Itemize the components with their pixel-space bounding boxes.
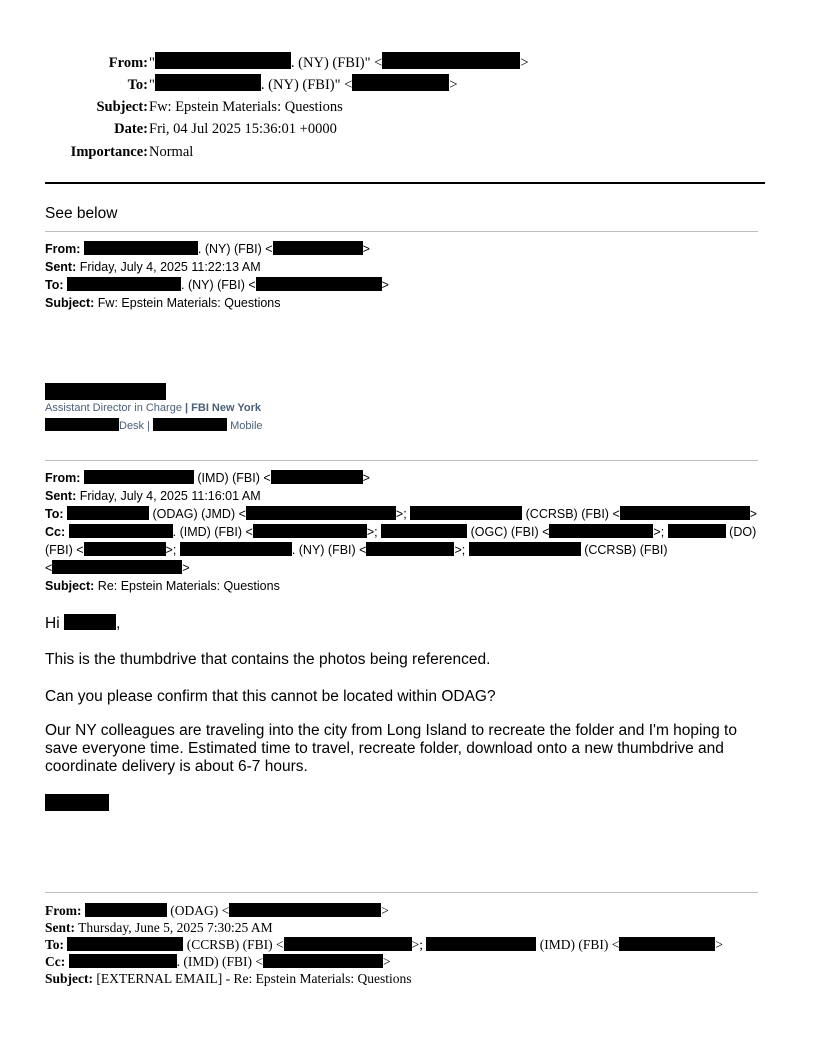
redaction [256,277,382,291]
fwd3-to: To: (CCRSB) (FBI) < >; (IMD) (FBI) < > [45,937,724,952]
redaction [271,470,363,484]
fwd3-from: From: (ODAG) < > [45,903,389,918]
to-value: " . (NY) (FBI)" < > [149,74,458,96]
redaction [64,614,116,630]
importance-value: Normal [149,144,194,160]
greeting: Hi , [45,615,121,632]
paragraph-3-line-1: Our NY colleagues are traveling into the city from Long Island to recreate the folder and I'm hoping to [45,722,737,739]
signature-phone-line: Desk | Mobile [45,418,263,432]
divider [45,892,758,893]
redaction [180,542,292,556]
fwd1-to: To: . (NY) (FBI) < > [45,278,389,292]
redaction [469,542,581,556]
fwd3-subject: Subject: [EXTERNAL EMAIL] - Re: Epstein Materials: Questions [45,971,412,986]
redaction [67,506,149,520]
redaction [155,74,261,91]
header-divider [45,182,765,184]
redaction [273,241,363,255]
fwd2-from: From: (IMD) (FBI) < > [45,471,370,485]
fwd3-cc: Cc: . (IMD) (FBI) < > [45,954,391,969]
redaction [67,937,183,951]
fwd3-sent: Sent: Thursday, June 5, 2025 7:30:25 AM [45,920,273,935]
signature-name-redaction [45,383,166,400]
fwd2-sent: Sent: Friday, July 4, 2025 11:16:01 AM [45,489,261,503]
paragraph-2: Can you please confirm that this cannot be located within ODAG? [45,688,496,705]
fwd1-from: From: . (NY) (FBI) < > [45,242,370,256]
redaction [229,903,381,917]
intro-text: See below [45,205,118,222]
paragraph-3-line-3: coordinate delivery is about 6-7 hours. [45,758,308,775]
date-label: Date: [114,121,148,137]
redaction [263,954,383,968]
redaction [410,506,522,520]
redaction [45,418,119,431]
fwd2-cc: Cc: . (IMD) (FBI) < >; (OGC) (FBI) < >; (DO) [45,525,757,539]
importance-label: Importance: [70,144,148,160]
to-label: To: [127,77,148,93]
fwd1-subject: Subject: Fw: Epstein Materials: Questions [45,296,281,310]
redaction [668,524,726,538]
redaction [153,418,227,431]
from-value: " . (NY) (FBI)" < > [149,52,529,74]
redaction [619,937,715,951]
redaction [84,542,166,556]
divider [45,231,758,232]
redaction [67,277,181,291]
redaction [84,241,198,255]
from-label: From: [108,55,148,71]
redaction [620,506,750,520]
redaction [381,524,467,538]
redaction [284,937,412,951]
redaction [155,52,291,69]
fwd2-to: To: (ODAG) (JMD) < >; (CCRSB) (FBI) < > [45,507,758,521]
fwd1-sent: Sent: Friday, July 4, 2025 11:22:13 AM [45,260,261,274]
redaction [84,470,194,484]
fwd2-cc-cont2: < > [45,561,190,575]
redaction [69,954,177,968]
sender-signature-redaction [45,794,109,811]
paragraph-3-line-2: save everyone time. Estimated time to travel, recreate folder, download onto a new thumbdrive and [45,740,724,757]
redaction [85,903,167,917]
divider [45,460,758,461]
signature-title-line: Assistant Director in Charge | FBI New York [45,402,262,414]
fwd2-cc-cont: (FBI) < >; . (NY) (FBI) < >; (CCRSB) (FBI) [45,543,668,557]
redaction [426,937,536,951]
paragraph-1: This is the thumbdrive that contains the photos being referenced. [45,651,491,668]
subject-value: Fw: Epstein Materials: Questions [149,99,343,115]
redaction [366,542,454,556]
redaction [246,506,396,520]
subject-label: Subject: [96,99,148,115]
redaction [52,560,182,574]
redaction [352,74,449,91]
redaction [382,52,520,69]
fwd2-subject: Subject: Re: Epstein Materials: Questions [45,579,280,593]
redaction [253,524,367,538]
redaction [549,524,653,538]
redaction [69,524,173,538]
date-value: Fri, 04 Jul 2025 15:36:01 +0000 [149,121,337,137]
